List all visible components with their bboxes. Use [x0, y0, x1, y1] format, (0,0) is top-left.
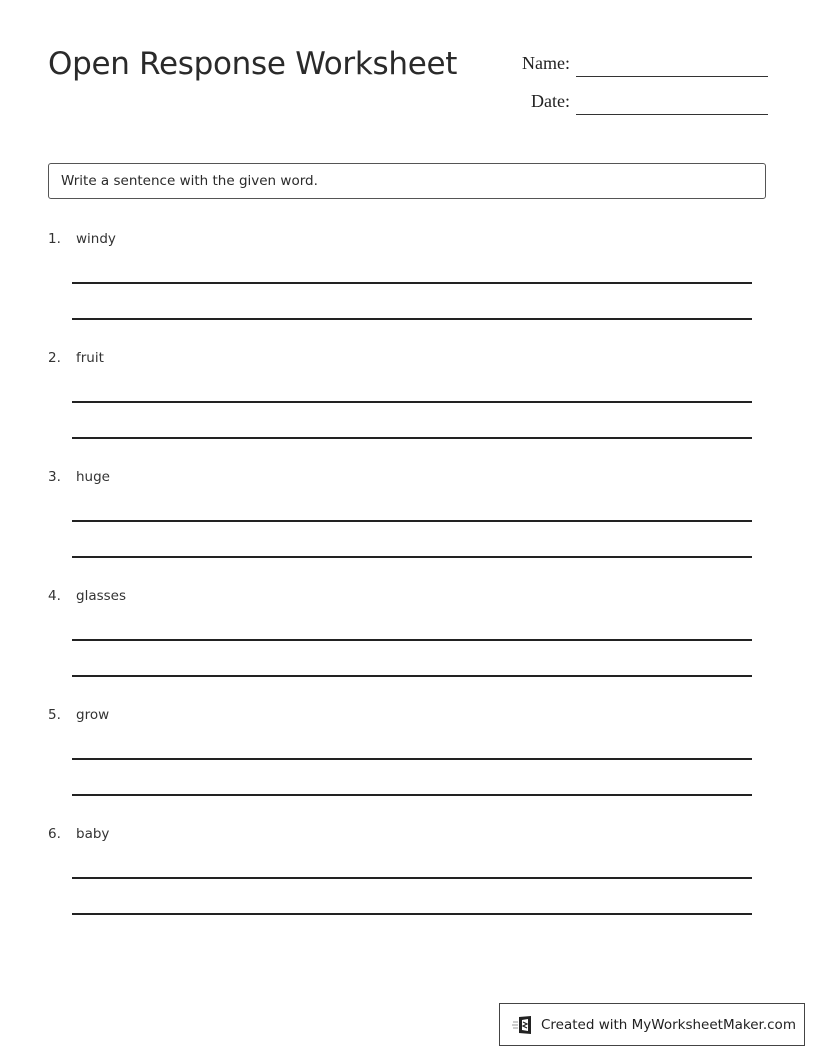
name-label: Name: [522, 53, 570, 73]
name-line[interactable] [576, 76, 768, 77]
date-label: Date: [531, 91, 570, 111]
answer-line[interactable] [72, 758, 752, 760]
question-number: 3. [48, 469, 61, 485]
question-number: 5. [48, 707, 61, 723]
question-item [48, 231, 768, 341]
question-word: grow [76, 707, 110, 723]
question-number: 4. [48, 588, 61, 604]
page-title: Open Response Worksheet [48, 46, 458, 82]
question-word: glasses [76, 588, 126, 604]
question-number: 2. [48, 350, 61, 366]
answer-line[interactable] [72, 318, 752, 320]
question-word: huge [76, 469, 110, 485]
question-item [48, 588, 768, 698]
answer-line[interactable] [72, 556, 752, 558]
answer-line[interactable] [72, 877, 752, 879]
question-word: windy [76, 231, 116, 247]
footer-credit-badge[interactable] [499, 1003, 805, 1046]
answer-line[interactable] [72, 794, 752, 796]
answer-line[interactable] [72, 437, 752, 439]
answer-line[interactable] [72, 282, 752, 284]
answer-line[interactable] [72, 913, 752, 915]
answer-line[interactable] [72, 675, 752, 677]
answer-line[interactable] [72, 520, 752, 522]
question-number: 6. [48, 826, 61, 842]
question-item [48, 707, 768, 817]
instructions-box: Write a sentence with the given word. [48, 163, 766, 199]
question-word: baby [76, 826, 110, 842]
date-field [0, 91, 816, 117]
question-item [48, 350, 768, 460]
answer-line[interactable] [72, 401, 752, 403]
footer-text: Created with MyWorksheetMaker.com [541, 1016, 796, 1033]
question-word: fruit [76, 350, 104, 366]
question-item [48, 469, 768, 579]
answer-line[interactable] [72, 639, 752, 641]
question-item [48, 826, 768, 936]
question-number: 1. [48, 231, 61, 247]
date-line[interactable] [576, 114, 768, 115]
name-field [0, 53, 816, 79]
worksheet-logo-icon [512, 1015, 534, 1035]
